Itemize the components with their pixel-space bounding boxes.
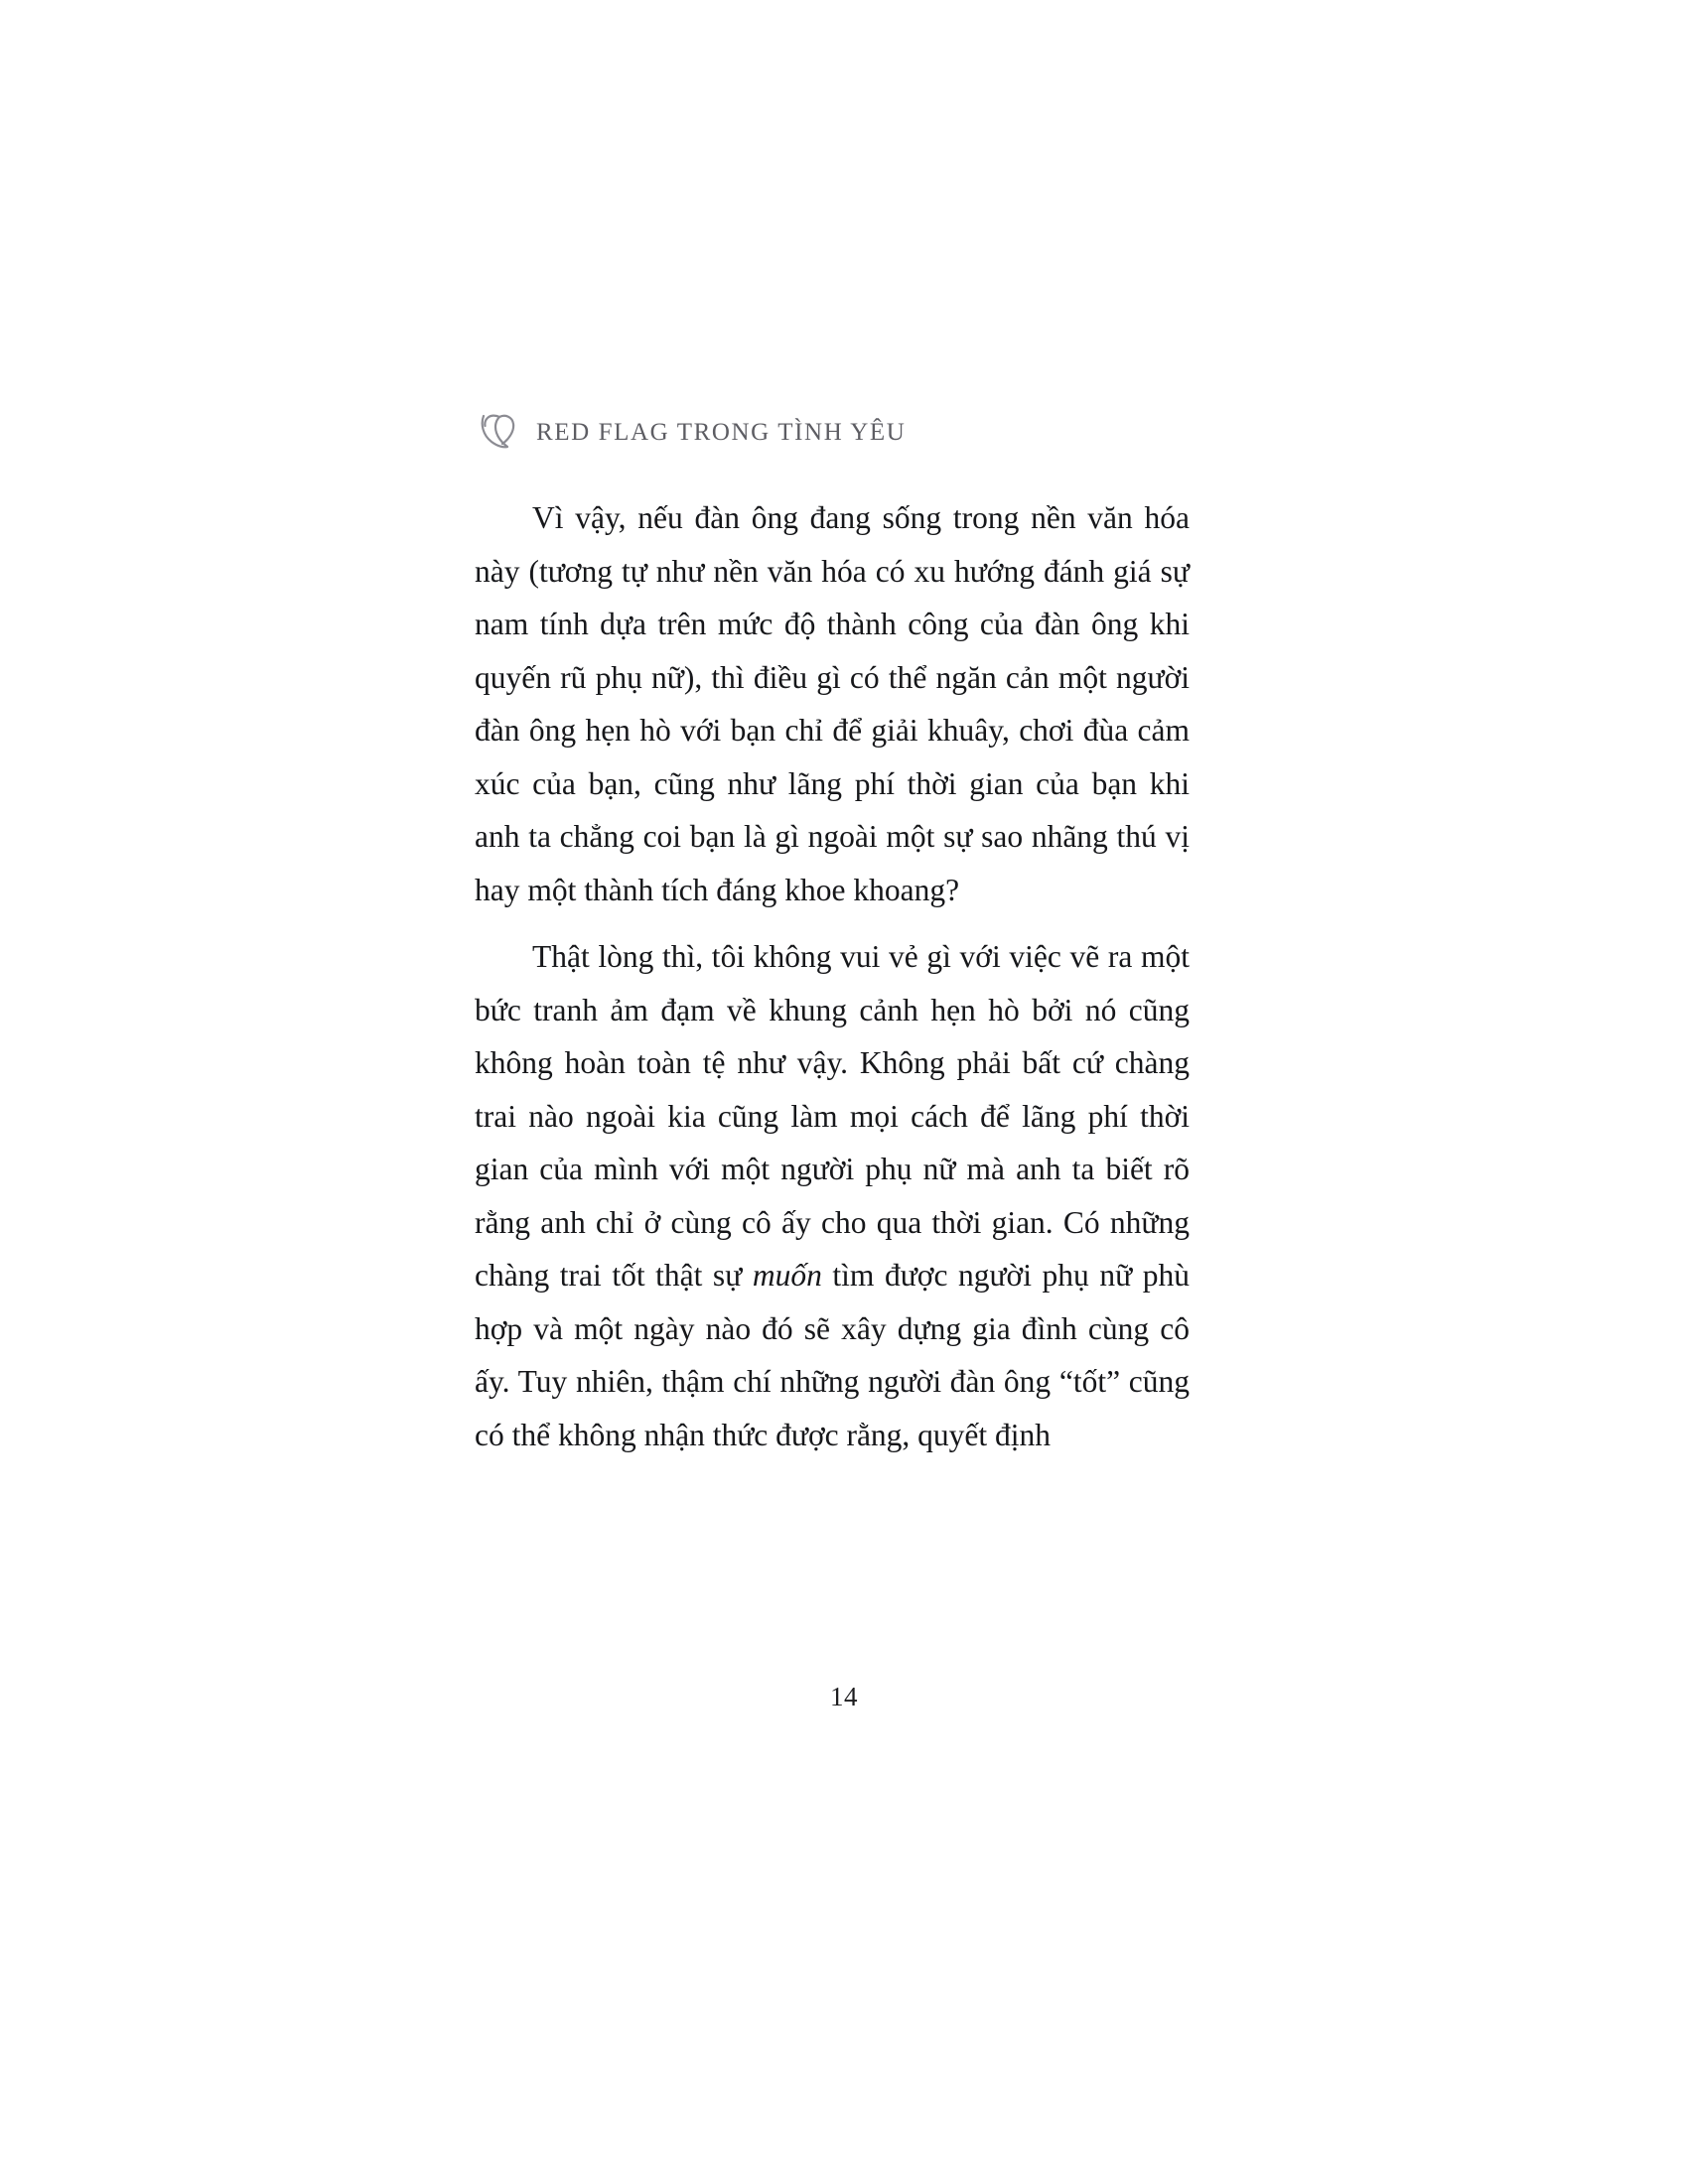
- paragraph-1: Vì vậy, nếu đàn ông đang sống trong nền văn hóa này (tương tự như nền văn hóa có xu hướng đánh giá sự nam tính dựa trên mức độ thành công của đàn ông khi quyến rũ phụ nữ), thì điều gì có thể ngăn cản một người đàn ông hẹn hò với bạn chỉ để giải khuây, chơi đùa cảm xúc của bạn, cũng như lãng phí thời gian của bạn khi anh ta chẳng coi bạn là gì ngoài một sự sao nhãng thú vị hay một thành tích đáng khoe khoang?: [475, 500, 1190, 907]
- heart-icon: [475, 408, 520, 454]
- body-text: [475, 491, 1190, 1461]
- running-head-title: RED FLAG TRONG TÌNH YÊU: [536, 419, 907, 446]
- paragraph-2: [475, 930, 1190, 1461]
- paragraph-2-emphasis: muốn: [752, 1258, 822, 1293]
- paragraph-2-part1: Thật lòng thì, tôi không vui vẻ gì với việc vẽ ra một bức tranh ảm đạm về khung cảnh hẹn hò bởi nó cũng không hoàn toàn tệ như vậy. Không phải bất cứ chàng trai nào ngoài kia cũng làm mọi cách để lãng phí thời gian của mình với một người phụ nữ mà anh ta biết rõ rằng anh chỉ ở cùng cô ấy cho qua thời gian. Có những chàng trai tốt thật sự: [475, 939, 1190, 1293]
- page-number: 14: [830, 1682, 858, 1711]
- paragraph-2-part2: tìm được người phụ nữ phù hợp và một ngày nào đó sẽ xây dựng gia đình cùng cô ấy. Tuy nhiên, thậm chí những người đàn ông “tốt” cũng có thể không nhận thức được rằng, quyết định: [475, 1258, 1190, 1452]
- running-head: [475, 405, 906, 457]
